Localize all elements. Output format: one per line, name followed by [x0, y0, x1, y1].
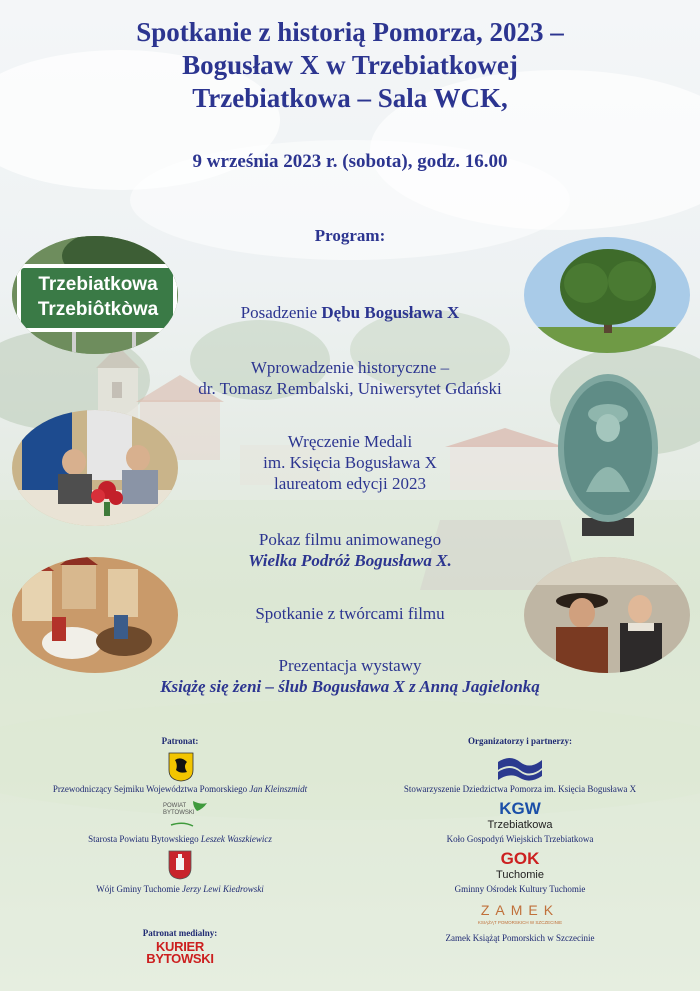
- program-item-intro: Wprowadzenie historyczne – dr. Tomasz Rembalski, Uniwersytet Gdański: [198, 358, 502, 398]
- village-sign-text: Trzebiatkowa Trzebiôtkòwa: [37, 274, 159, 320]
- film-illustration-photo: [12, 557, 178, 673]
- stowarzyszenie-wave-icon: [496, 754, 544, 782]
- kgw-logo: KGW: [499, 799, 541, 818]
- wedding-portrait-image: [524, 557, 690, 673]
- title-line-1: Spotkanie z historią Pomorza, 2023 –: [136, 17, 564, 47]
- pomorskie-coat-of-arms: [168, 752, 194, 782]
- oak-tree-photo: [524, 237, 690, 353]
- organizer-kgw: Koło Gospodyń Wiejskich Trzebiatkowa: [446, 834, 594, 844]
- stowarzyszenie-logo: [496, 754, 544, 782]
- organizer-zamek: Zamek Książąt Pomorskich w Szczecinie: [445, 933, 595, 943]
- media-heading: Patronat medialny:: [142, 928, 218, 938]
- program-item-medals: Wręczenie Medali im. Księcia Bogusława X laureatom edycji 2023: [263, 432, 437, 493]
- gok-logo: GOK: [500, 849, 540, 868]
- tuchomie-crest-icon: [168, 850, 192, 880]
- medal-svg: [556, 372, 660, 540]
- program-item-film: Pokaz filmu animowanego Wielka Podróż Bogusława X.: [248, 530, 452, 570]
- medal-image: [556, 372, 660, 540]
- organizer-stowarzyszenie: Stowarzyszenie Dziedzictwa Pomorza im. Księcia Bogusława X: [403, 784, 637, 794]
- kgw-logo-sub: Trzebiatkowa: [487, 819, 553, 831]
- organizer-gok: Gminny Ośrodek Kultury Tuchomie: [454, 884, 586, 894]
- patron-starosta: Starosta Powiatu Bytowskiego Leszek Waszkiewicz: [88, 834, 272, 844]
- wedding-portrait-photo: [524, 557, 690, 673]
- program-heading: Program:: [314, 226, 386, 245]
- tuchomie-coat-of-arms: [168, 850, 192, 880]
- title-line-2: Bogusław X w Trzebiatkowej: [182, 50, 518, 80]
- film-illustration-image: [12, 557, 178, 673]
- program-item-creators: Spotkanie z twórcami filmu: [255, 604, 445, 623]
- program-item-exhibition: Prezentacja wystawy Książę się żeni – ślub Bogusława X z Anną Jagielonką: [160, 656, 540, 696]
- kurier-bytowski-logo: KURIER BYTOWSKI: [146, 939, 214, 966]
- pomorskie-crest-icon: [168, 752, 194, 782]
- panel-image: [12, 410, 178, 526]
- organizers-heading: Organizatorzy i partnerzy:: [468, 736, 572, 746]
- oak-tree-image: [524, 237, 690, 353]
- event-date: 9 września 2023 r. (sobota), godz. 16.00: [192, 151, 508, 172]
- program-item-oak: Posadzenie Dębu Bogusława X: [240, 303, 460, 322]
- zamek-logo-sub: KSIĄŻĄT POMORSKICH W SZCZECINIE: [477, 920, 563, 925]
- title-line-3: Trzebiatkowa – Sala WCK,: [192, 83, 508, 113]
- patronat-heading: Patronat:: [161, 736, 199, 746]
- powiat-bytowski-logo: POWIAT BYTOWSKI: [163, 799, 213, 831]
- zamek-logo: ZAMEK: [480, 902, 560, 918]
- panel-photo: [12, 410, 178, 526]
- village-sign-photo: [12, 236, 178, 354]
- patron-marshal: Przewodniczący Sejmiku Województwa Pomorskiego Jan Kleinszmidt: [52, 784, 308, 794]
- patron-wojt: Wójt Gminy Tuchomie Jerzy Lewi Kiedrowski: [96, 884, 264, 894]
- gok-logo-sub: Tuchomie: [496, 869, 544, 881]
- event-title: [0, 16, 700, 115]
